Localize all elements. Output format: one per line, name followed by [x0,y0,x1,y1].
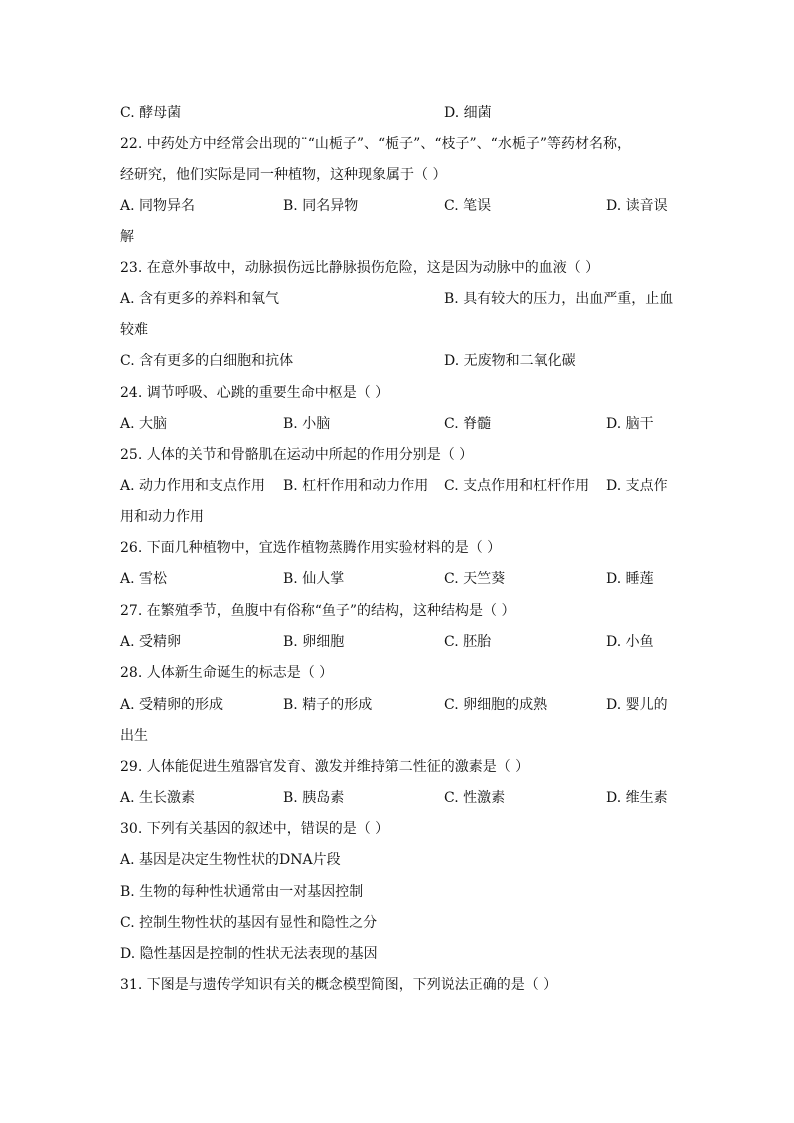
q27-option-d: D. 小鱼 [606,634,654,650]
q27-option-b: B. 卵细胞 [283,634,345,650]
question-28: 28. 人体新生命诞生的标志是（ ） [120,665,334,681]
q28-option-a: A. 受精卵的形成 [120,697,224,713]
q23-option-b: B. 具有较大的压力，出血严重，止血 [444,291,674,307]
q24-option-c: C. 脊髓 [444,416,492,432]
q27-option-a: A. 受精卵 [120,634,182,650]
q23-option-b-wrap: 较难 [120,322,148,338]
q22-option-a: A. 同物异名 [120,198,196,214]
q28-option-d: D. 婴儿的 [606,697,668,713]
q26-option-d: D. 睡莲 [606,571,654,587]
q25-option-d-wrap: 用和动力作用 [120,509,204,525]
q22-option-b: B. 同名异物 [283,198,359,214]
q27-option-c: C. 胚胎 [444,634,492,650]
q28-option-d-wrap: 出生 [120,728,148,744]
q25-option-c: C. 支点作用和杠杆作用 [444,478,590,494]
q29-option-a: A. 生长激素 [120,790,196,806]
q30-option-c: C. 控制生物性状的基因有显性和隐性之分 [120,915,378,931]
question-23: 23. 在意外事故中，动脉损伤远比静脉损伤危险，这是因为动脉中的血液（ ） [120,260,600,276]
q26-option-a: A. 雪松 [120,571,168,587]
q26-option-c: C. 天竺葵 [444,571,506,587]
q28-option-c: C. 卵细胞的成熟 [444,697,548,713]
q22-option-c: C. 笔误 [444,198,492,214]
question-27: 27. 在繁殖季节，鱼腹中有俗称“鱼子”的结构，这种结构是（ ） [120,603,516,619]
question-22: 22. 中药处方中经常会出现的¨“山栀子”、“栀子”、“枝子”、“水栀子”等药材名称， [120,136,631,152]
q23-option-a: A. 含有更多的养料和氧气 [120,291,280,307]
q24-option-b: B. 小脑 [283,416,331,432]
q29-option-b: B. 胰岛素 [283,790,345,806]
question-29: 29. 人体能促进生殖器官发育、激发并维持第二性征的激素是（ ） [120,759,530,775]
q23-option-d: D. 无废物和二氧化碳 [444,353,576,369]
q22-option-d-wrap: 解 [120,229,134,245]
question-31: 31. 下图是与遗传学知识有关的概念模型简图，下列说法正确的是（ ） [120,977,558,993]
q29-option-c: C. 性激素 [444,790,506,806]
q25-option-b: B. 杠杆作用和动力作用 [283,478,429,494]
q26-option-b: B. 仙人掌 [283,571,345,587]
q22-option-d: D. 读音误 [606,198,668,214]
q23-option-c: C. 含有更多的白细胞和抗体 [120,353,294,369]
q28-option-b: B. 精子的形成 [283,697,373,713]
option-c-yeast: C. 酵母菌 [120,105,182,121]
question-22-cont: 经研究，他们实际是同一种植物，这种现象属于（ ） [120,167,447,183]
q30-option-d: D. 隐性基因是控制的性状无法表现的基因 [120,946,378,962]
q24-option-a: A. 大脑 [120,416,168,432]
q29-option-d: D. 维生素 [606,790,668,806]
question-24: 24. 调节呼吸、心跳的重要生命中枢是（ ） [120,385,390,401]
option-d-bacteria: D. 细菌 [444,105,492,121]
q30-option-a: A. 基因是决定生物性状的DNA片段 [120,852,341,868]
q25-option-a: A. 动力作用和支点作用 [120,478,266,494]
question-26: 26. 下面几种植物中，宜选作植物蒸腾作用实验材料的是（ ） [120,540,502,556]
question-25: 25. 人体的关节和骨骼肌在运动中所起的作用分别是（ ） [120,447,474,463]
q25-option-d: D. 支点作 [606,478,668,494]
question-30: 30. 下列有关基因的叙述中，错误的是（ ） [120,821,390,837]
q30-option-b: B. 生物的每种性状通常由一对基因控制 [120,884,364,900]
q24-option-d: D. 脑干 [606,416,654,432]
